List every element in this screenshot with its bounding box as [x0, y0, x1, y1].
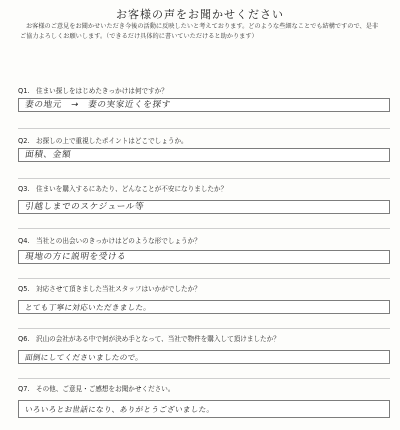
question-text: 住まいを購入するにあたり、どんなことが不安になりましたか？	[36, 185, 228, 193]
question-number: Q1.	[18, 87, 30, 95]
question-4	[18, 236, 390, 264]
question-number: Q4.	[18, 237, 30, 245]
divider	[18, 378, 390, 379]
question-text: 沢山の会社がある中で何が決め手となって、当社で物件を購入して頂けましたか？	[36, 335, 280, 343]
answer-field-6[interactable]	[18, 350, 390, 364]
question-label	[18, 384, 390, 394]
answer-field-3[interactable]	[18, 200, 390, 214]
answer-field-1[interactable]	[18, 98, 390, 112]
question-label	[18, 236, 390, 246]
handwritten-answer: 面倒にしてくださいましたので。	[24, 353, 144, 362]
answer-field-7[interactable]	[18, 400, 390, 418]
divider	[18, 328, 390, 329]
question-7	[18, 384, 390, 418]
answer-field-5[interactable]	[18, 300, 390, 314]
question-text: 対応させて頂きました当社スタッフはいかがでしたか？	[36, 285, 201, 293]
question-1	[18, 86, 390, 112]
divider	[18, 178, 390, 179]
question-number: Q2.	[18, 137, 30, 145]
answer-field-2[interactable]	[18, 148, 390, 162]
intro-text: お客様のご意見をお聞かせいただき今後の活動に反映したいと考えております。どのような些細なことでも結構ですので、是非ご協力よろしくお願いします。（できるだけ具体的に書いていただけると助かります）	[20, 23, 379, 40]
question-number: Q3.	[18, 185, 30, 193]
question-text: 住まい探しをはじめたきっかけは何ですか？	[36, 87, 168, 95]
question-label	[18, 136, 390, 146]
handwritten-answer: とても丁寧に対応いただきました。	[24, 303, 152, 312]
handwritten-answer: 面積、金額	[24, 150, 72, 160]
handwritten-answer: 引越しまでのスケジュール等	[24, 202, 145, 212]
question-label	[18, 284, 390, 294]
question-3	[18, 184, 390, 214]
question-2	[18, 136, 390, 162]
divider	[18, 128, 390, 129]
handwritten-answer: 妻の地元 → 妻の実家近くを探す	[24, 100, 172, 110]
question-text: その他、ご意見・ご感想をお聞かせください。	[36, 385, 175, 393]
question-label	[18, 86, 390, 96]
answer-field-4[interactable]	[18, 250, 390, 264]
question-text: お探しの上で重視したポイントはどこでしょうか。	[36, 137, 188, 145]
question-label	[18, 184, 390, 194]
question-number: Q6.	[18, 335, 30, 343]
page-title: お客様の声をお聞かせください	[116, 8, 284, 21]
divider	[18, 278, 390, 279]
question-text: 当社との出会いのきっかけはどのような形でしょうか？	[36, 237, 201, 245]
divider	[18, 228, 390, 229]
question-number: Q7.	[18, 385, 30, 393]
question-label	[18, 334, 390, 344]
handwritten-answer: いろいろとお世話になり、ありがとうございました。	[24, 405, 216, 414]
question-6	[18, 334, 390, 364]
question-number: Q5.	[18, 285, 30, 293]
question-5	[18, 284, 390, 314]
handwritten-answer: 現地の方に説明を受ける	[24, 252, 127, 262]
